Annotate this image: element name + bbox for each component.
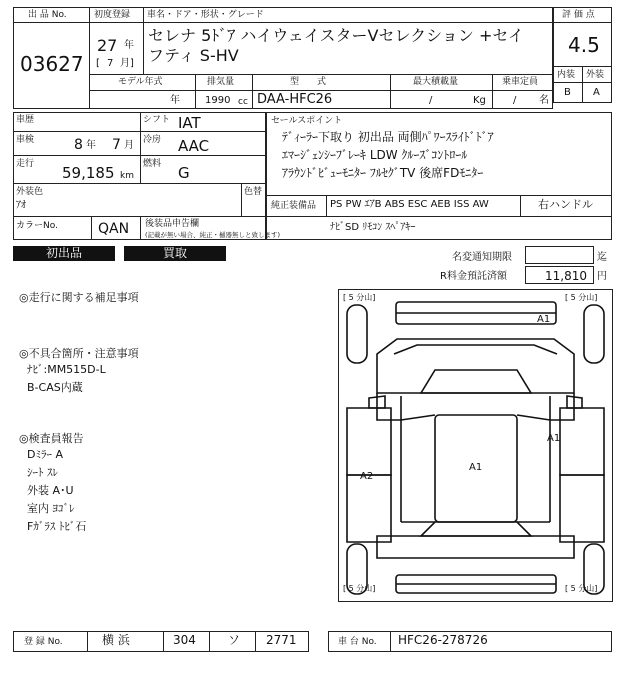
after-note: (記載が無い場合、純正・樋器無しと致します) <box>145 231 281 239</box>
reg-kana: ソ <box>228 633 241 647</box>
defect-2: B-CAS内蔵 <box>27 381 83 394</box>
sales-point-line-3: ｱﾗｳﾝﾄﾞﾋﾞｭｰﾓﾆﾀｰ ﾌﾙｾｸﾞTV 後席FDﾓﾆﾀｰ <box>282 166 484 180</box>
displacement-unit: cc <box>238 97 248 107</box>
chassis-value: HFC26-278726 <box>398 633 488 647</box>
notice-box <box>525 246 594 264</box>
fuel-value: G <box>178 164 190 182</box>
interior-label: 内装 <box>557 70 576 80</box>
displacement-value: 1990 <box>205 95 231 106</box>
tire-bl-label: [ 5 分山] <box>343 584 376 593</box>
equip-value: PS PW ｴｱB ABS ESC AEB ISS AW <box>330 199 489 210</box>
color-no-value: QAN <box>98 221 130 237</box>
inspector-2: ｼｰﾄ ｽﾚ <box>27 466 58 479</box>
first-reg-label: 初度登録 <box>94 10 131 20</box>
notice-unit: 迄 <box>597 252 607 263</box>
history-label: 車歴 <box>16 115 35 125</box>
ac-label: 冷房 <box>143 135 162 145</box>
defects-title: ◎不具合箇所・注意事項 <box>19 347 139 360</box>
max-load-slash: / <box>429 95 433 106</box>
shift-label: シフト <box>143 115 171 125</box>
mileage-unit: km <box>120 171 134 181</box>
capacity-slash: / <box>513 95 517 106</box>
car-diagram <box>338 289 613 602</box>
ac-value: AAC <box>178 137 210 155</box>
equip-label: 純正装備品 <box>271 201 317 211</box>
inspector-3: 外装 A･U <box>27 484 74 497</box>
after-value: ﾅﾋﾞSD ﾘﾓｺﾝ ｽﾍﾟｱｷｰ <box>330 222 416 233</box>
grade-label: 評 価 点 <box>562 10 595 20</box>
mileage-label: 走行 <box>16 159 35 169</box>
exterior-label: 外装 <box>586 70 605 80</box>
max-load-unit: Kg <box>473 95 486 106</box>
inspector-1: Dﾐﾗｰ A <box>27 448 63 461</box>
type-label: 型 式 <box>290 77 327 87</box>
inspector-title: ◎検査員報告 <box>19 432 84 445</box>
model-text: セレナ 5ﾄﾞｱ ハイウェイスターVセレクション +セイフティ S-HV <box>148 26 524 65</box>
tire-tr-label: [ 5 分山] <box>565 293 598 302</box>
first-reg-year: 27 <box>97 36 118 55</box>
max-load-label: 最大積載量 <box>413 77 459 87</box>
mileage-value: 59,185 <box>62 164 115 182</box>
sales-point-line-1: ﾃﾞｨｰﾗｰ下取り 初出品 両側ﾊﾟﾜｰｽﾗｲﾄﾞﾄﾞｱ <box>282 130 494 144</box>
damage-mark: A1 <box>537 314 551 325</box>
lot-no-value: 03627 <box>20 52 84 76</box>
after-label: 後装品申告欄 <box>145 219 200 229</box>
inspection-month: 7 <box>112 137 121 153</box>
inspector-5: Fｶﾞﾗｽ ﾄﾋﾞ石 <box>27 520 87 533</box>
color-no-label: カラーNo. <box>16 221 58 231</box>
exterior-value: A <box>593 87 600 98</box>
inspection-label: 車検 <box>16 135 35 145</box>
handle-value: 右ハンドル <box>538 198 593 211</box>
fee-value: 11,810 <box>545 269 587 283</box>
first-reg-month-unit: 月] <box>120 58 134 69</box>
model-label: 車名・ドア・形状・グレード <box>147 10 264 20</box>
defect-1: ﾅﾋﾞ:MM515D-L <box>27 363 106 376</box>
purchase-badge: 買取 <box>124 246 226 261</box>
reg-class: 304 <box>173 633 196 647</box>
damage-mark: A1 <box>547 433 561 444</box>
displacement-label: 排気量 <box>207 77 235 87</box>
type-value: DAA-HFC26 <box>257 92 333 107</box>
interior-value: B <box>564 87 571 98</box>
fee-unit: 円 <box>597 271 607 282</box>
capacity-label: 乗車定員 <box>502 77 539 87</box>
inspection-year: 8 <box>74 137 83 153</box>
first-reg-bracket: [ <box>96 58 100 69</box>
chassis-label: 車 台 No. <box>338 637 377 647</box>
model-year-unit: 年 <box>170 95 180 106</box>
first-reg-month: 7 <box>107 58 114 69</box>
fuel-label: 燃料 <box>143 159 162 169</box>
first-reg-year-unit: 年 <box>124 40 134 51</box>
model-year-label: モデル年式 <box>118 77 163 87</box>
sales-point-line-2: ｴﾏｰｼﾞｪﾝｼｰﾌﾞﾚｰｷ LDW ｸﾙｰｽﾞｺﾝﾄﾛｰﾙ <box>282 148 468 162</box>
exterior-color-label: 外装色 <box>16 187 44 197</box>
inspector-4: 室内 ﾖｺﾞﾚ <box>27 502 75 515</box>
shift-value: IAT <box>178 114 201 132</box>
tire-tl-label: [ 5 分山] <box>343 293 376 302</box>
first-listing-badge: 初出品 <box>13 246 115 261</box>
reg-label: 登 録 No. <box>24 637 63 647</box>
reg-area: 横 浜 <box>102 633 130 647</box>
tire-br-label: [ 5 分山] <box>565 584 598 593</box>
lot-no-label: 出 品 No. <box>28 10 67 20</box>
color-change-label: 色替 <box>244 187 263 197</box>
exterior-color-value: ｱｵ <box>16 200 26 211</box>
inspection-month-unit: 月 <box>124 140 134 151</box>
grade-value: 4.5 <box>568 33 600 57</box>
damage-mark: A2 <box>360 471 374 482</box>
notice-label: 名変通知期限 <box>452 252 512 263</box>
fee-label: R料金預託済額 <box>440 271 507 282</box>
sales-points-label: セールスポイント <box>271 116 343 126</box>
inspection-year-unit: 年 <box>86 140 96 151</box>
supplement-title: ◎走行に関する補足事項 <box>19 291 139 304</box>
damage-mark: A1 <box>469 462 483 473</box>
reg-number: 2771 <box>266 633 297 647</box>
capacity-unit: 名 <box>539 95 549 106</box>
